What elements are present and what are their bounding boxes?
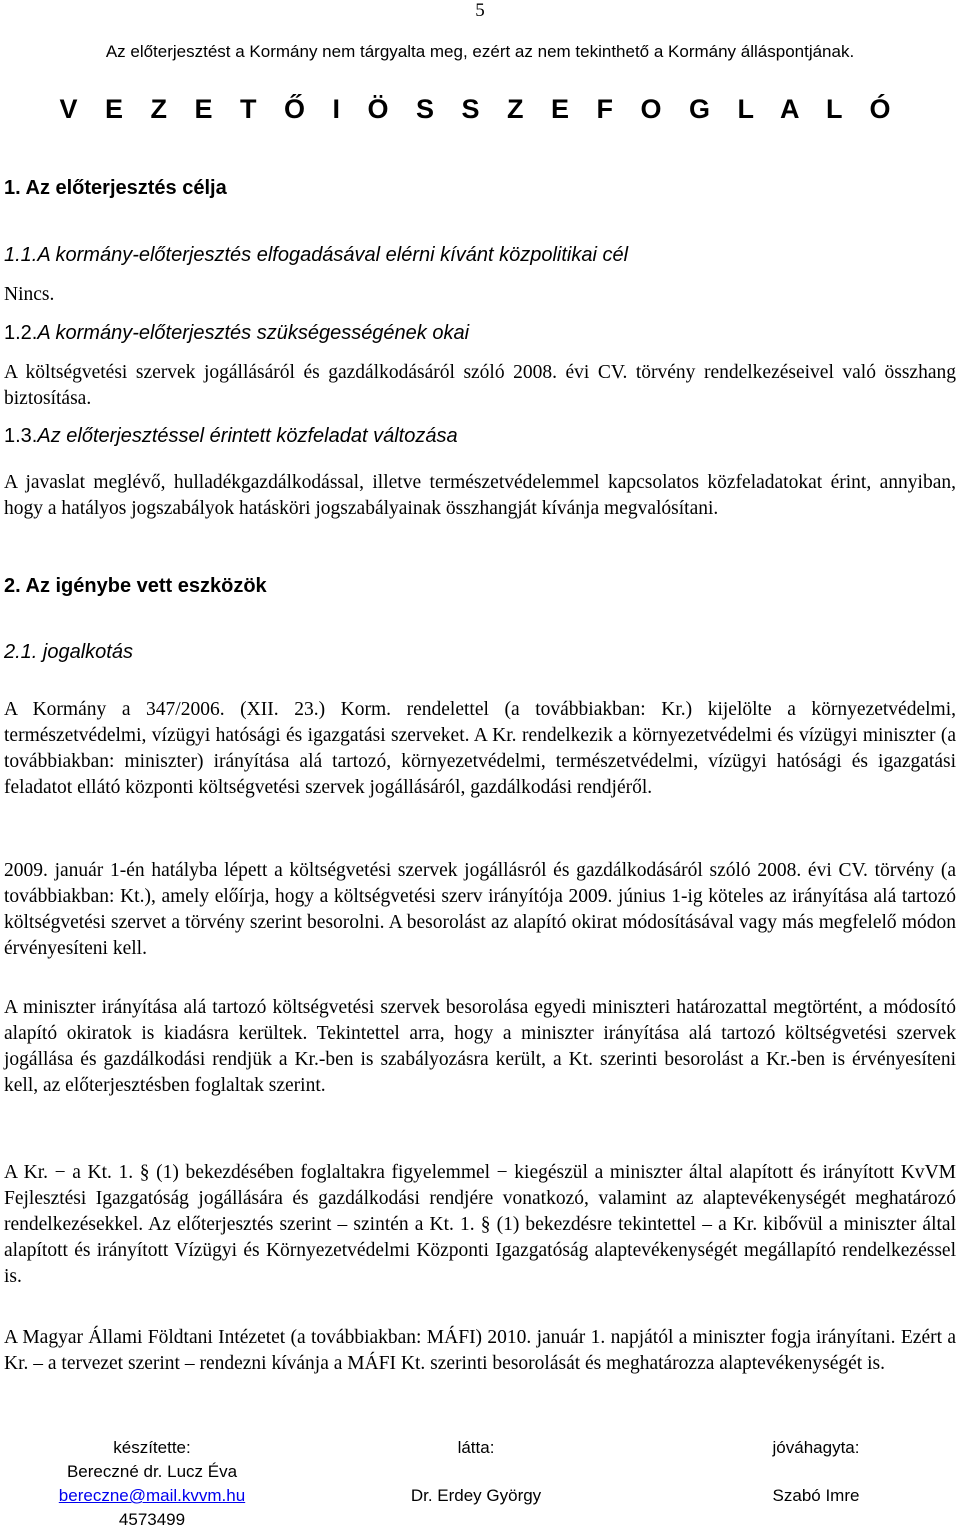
paragraph-2: 2009. január 1-én hatályba lépett a költségvetési szervek jogállásról és gazdálkodásáról szóló 2008. évi CV. törvény (a továbbiakban: Kt.), amely előírja, hogy a költségvetési szerv irányítója 2009. június 1-ig köteles az irányítása alá tartozó költségvetési szervet a törvény szerint besorolni. A besorolást az alapító okirat módosításával vagy más megfelelő módon érvényesíteni kell. xyxy=(4,860,956,959)
section-1-2-heading xyxy=(4,322,469,345)
section-1-2-text: A költségvetési szervek jogállásáról és gazdálkodásáról szóló 2008. évi CV. törvény rendelkezéseivel való összhang biztosítása. xyxy=(4,362,956,409)
page-number: 5 xyxy=(475,0,485,21)
approved-label: jóváhagyta: xyxy=(772,1438,860,1457)
prepared-name: Bereczné dr. Lucz Éva xyxy=(66,1462,238,1481)
prepared-phone: 4573499 xyxy=(118,1510,186,1529)
section-1-1-text: Nincs. xyxy=(4,284,55,305)
paragraph-3: A miniszter irányítása alá tartozó költségvetési szervek besorolása egyedi miniszteri határozattal megtörtént, a módosító alapító okiratok is kiadásra kerültek. Tekintettel arra, hogy a miniszter irányítása alá tartozó költségvetési szervek jogállása és gazdálkodási rendjük a Kr.-ben is szabályozásra került, a Kt. szerinti besorolást a Kr.-ben is érvényesíteni kell, az előterjesztésben foglaltak szerint. xyxy=(4,997,956,1096)
section-1-3-heading xyxy=(4,425,458,448)
approved-name: Szabó Imre xyxy=(772,1486,860,1505)
section-1-2-number: 1.2. xyxy=(4,322,38,344)
section-2-1-heading: 2.1. jogalkotás xyxy=(4,641,133,663)
seen-label: látta: xyxy=(457,1438,495,1457)
section-1-3-number: 1.3. xyxy=(4,425,38,447)
section-2-heading: 2. Az igénybe vett eszközök xyxy=(4,575,267,597)
section-1-1-heading: 1.1.A kormány-előterjesztés elfogadásával elérni kívánt közpolitikai cél xyxy=(4,244,629,266)
section-1-2-title: A kormány-előterjesztés szükségességének okai xyxy=(37,322,470,344)
paragraph-1: A Kormány a 347/2006. (XII. 23.) Korm. rendelettel (a továbbiakban: Kr.) kijelölte a környezetvédelmi, természetvédelmi, vízügyi hatósági és igazgatási szerveket. A Kr. rendelkezik a környezetvédelmi és vízügyi miniszter (a továbbiakban: miniszter) irányítása alá tartozó, környezetvédelmi, természetvédelmi, vízügyi hatósági és igazgatási feladatot ellátó központi költségvetési szervek jogállásáról, gazdálkodási rendjéről. xyxy=(4,699,956,798)
footer-seen xyxy=(376,1436,576,1508)
paragraph-5: A Magyar Állami Földtani Intézetet (a továbbiakban: MÁFI) 2010. január 1. napjától a miniszter fogja irányítani. Ezért a Kr. – a tervezet szerint – rendezni kívánja a MÁFI Kt. szerinti besorolását és meghatározza alaptevékenységét is. xyxy=(4,1327,956,1374)
prepared-label: készítette: xyxy=(113,1438,191,1457)
footer-approved xyxy=(716,1436,916,1508)
section-1-heading: 1. Az előterjesztés célja xyxy=(4,177,227,199)
header-notice: Az előterjesztést a Kormány nem tárgyalta meg, ezért az nem tekinthető a Kormány álláspontjának. xyxy=(105,42,855,61)
prepared-email-link[interactable]: bereczne@mail.kvvm.hu xyxy=(58,1486,246,1505)
section-1-3-text: A javaslat meglévő, hulladékgazdálkodással, illetve természetvédelemmel kapcsolatos közfeladatokat érint, annyiban, hogy a hatályos jogszabályok hatásköri jogszabályainak összhangját kívánja megvalósítani. xyxy=(4,472,956,519)
paragraph-4: A Kr. − a Kt. 1. § (1) bekezdésében foglaltakra figyelemmel − kiegészül a miniszter által alapított és irányított KvVM Fejlesztési Igazgatóság jogállására és gazdálkodási rendjére vonatkozó, valamint az alaptevékenységét meghatározó rendelkezésekkel. Az előterjesztés szerint – szintén a Kt. 1. § (1) bekezdésre tekintettel – a Kr. kibővül a miniszter által alapított és irányított Vízügyi és Környezetvédelmi Központi Igazgatóság alaptevékenységét megállapító rendelkezéssel is. xyxy=(4,1162,956,1287)
footer-prepared xyxy=(32,1436,272,1532)
page-title: V E Z E T Ő I Ö S S Z E F O G L A L Ó xyxy=(59,94,901,124)
section-1-3-title: Az előterjesztéssel érintett közfeladat változása xyxy=(37,425,458,447)
seen-name: Dr. Erdey György xyxy=(410,1486,542,1505)
